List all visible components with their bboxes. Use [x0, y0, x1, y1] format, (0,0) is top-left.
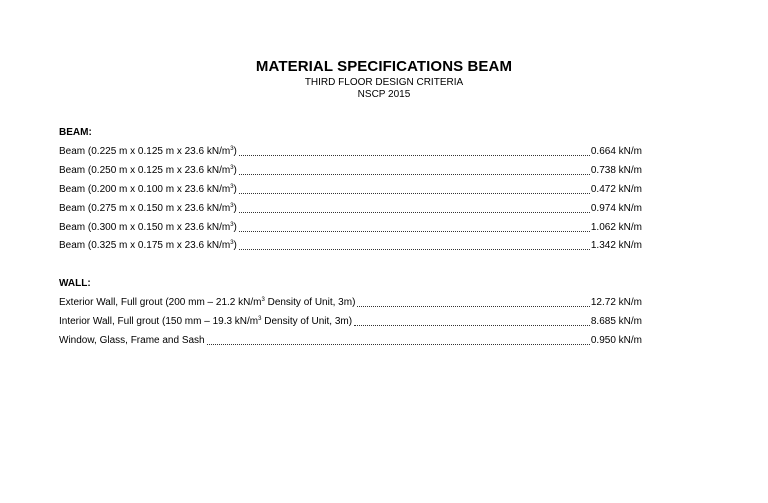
beam-row-label: Beam (0.225 m x 0.125 m x 23.6 $kN/m^3$) [59, 146, 237, 157]
beam-row-label: Beam (0.200 m x 0.100 m x 23.6 $kN/m^3$) [59, 184, 237, 195]
dot-leader [239, 248, 590, 250]
dot-leader [239, 192, 590, 194]
beam-row [59, 201, 642, 215]
beam-row [59, 238, 642, 252]
dot-leader [357, 305, 589, 307]
beam-row-value: 0.974 kN/m [590, 203, 642, 214]
page-title: MATERIAL SPECIFICATIONS BEAM [255, 58, 513, 75]
beam-row [59, 144, 642, 158]
wall-row [59, 314, 642, 328]
wall-section-heading: WALL: [59, 278, 91, 289]
code-reference: NSCP 2015 [357, 89, 411, 100]
dot-leader [239, 211, 590, 213]
beam-row [59, 163, 642, 177]
wall-row-label: Window, Glass, Frame and Sash [59, 335, 205, 346]
beam-row [59, 182, 642, 196]
wall-row [59, 333, 642, 347]
wall-row-label: Interior Wall, Full grout (150 mm – 19.3 $kN/m^3$ Density of Unit, 3m) [59, 316, 353, 327]
beam-row-value: 1.062 kN/m [590, 222, 642, 233]
dot-leader [207, 343, 590, 345]
wall-row-value: 0.950 kN/m [590, 335, 642, 346]
beam-section-heading: BEAM: [59, 127, 92, 138]
wall-row-value: 12.72 kN/m [590, 297, 642, 308]
dot-leader [354, 324, 590, 326]
beam-row-label: Beam (0.325 m x 0.175 m x 23.6 $kN/m^3$) [59, 240, 237, 251]
wall-row [59, 295, 642, 309]
wall-row-value: 8.685 kN/m [590, 316, 642, 327]
beam-row [59, 220, 642, 234]
dot-leader [239, 230, 590, 232]
beam-row-label: Beam (0.275 m x 0.150 m x 23.6 $kN/m^3$) [59, 203, 237, 214]
dot-leader [239, 154, 590, 156]
dot-leader [239, 173, 590, 175]
beam-row-value: 1.342 kN/m [590, 240, 642, 251]
beam-row-value: 0.738 kN/m [590, 165, 642, 176]
page-subtitle: THIRD FLOOR DESIGN CRITERIA [304, 77, 464, 88]
beam-row-label: Beam (0.250 m x 0.125 m x 23.6 $kN/m^3$) [59, 165, 237, 176]
wall-row-label: Exterior Wall, Full grout (200 mm – 21.2 $kN/m^3$ Density of Unit, 3m) [59, 297, 356, 308]
beam-row-value: 0.664 kN/m [590, 146, 642, 157]
beam-row-value: 0.472 kN/m [590, 184, 642, 195]
beam-row-label: Beam (0.300 m x 0.150 m x 23.6 $kN/m^3$) [59, 222, 237, 233]
